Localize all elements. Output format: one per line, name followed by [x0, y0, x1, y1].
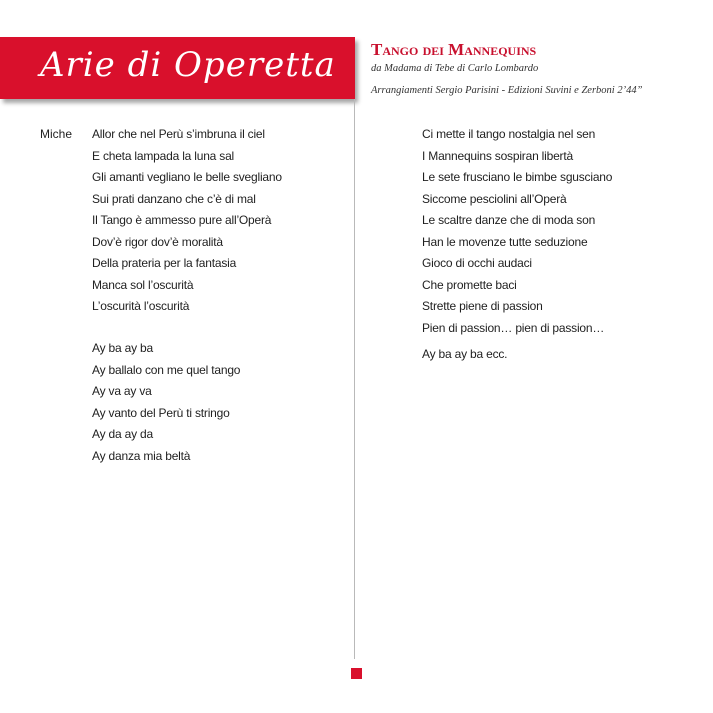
lyric-line: Ay da ay da — [92, 427, 153, 441]
lyric-line: Manca sol l’oscurità — [92, 277, 194, 292]
lyric-line: Le sete frusciano le bimbe sgusciano — [422, 170, 613, 184]
left-verse-1 — [92, 124, 282, 318]
song-source: da Madama di Tebe di Carlo Lombardo — [371, 63, 539, 74]
lyric-line: Allor che nel Perù s’imbruna il ciel — [92, 127, 265, 141]
right-verse-1 — [422, 124, 612, 339]
lyric-line: L’oscurità l’oscurità — [92, 299, 190, 313]
lyric-line: Ay ba ay ba — [92, 341, 153, 355]
banner-title: Arie di Operetta — [40, 45, 336, 85]
lyric-line: Le scaltre danze che di moda son — [422, 213, 596, 227]
lyric-line: Gli amanti vegliano le belle svegliano — [92, 170, 282, 184]
lyric-line: Pien di passion… pien di passion… — [422, 320, 605, 335]
left-verse-2 — [92, 338, 240, 467]
lyric-line: Ay danza mia beltà — [92, 448, 191, 463]
lyric-line: Dov’è rigor dov’è moralità — [92, 234, 223, 249]
song-title: Tango dei Mannequins — [371, 40, 537, 59]
header-banner — [0, 37, 355, 99]
lyric-line: Ay ba ay ba ecc. — [422, 347, 508, 361]
column-divider — [354, 99, 355, 659]
lyric-line: Gioco di occhi audaci — [422, 256, 532, 270]
song-credits: Arrangiamenti Sergio Parisini - Edizioni Suvini e Zerboni 2’44” — [371, 85, 643, 96]
right-verse-2 — [422, 344, 507, 366]
lyric-line: Ci mette il tango nostalgia nel sen — [422, 127, 596, 141]
page-marker-square — [351, 668, 362, 679]
lyric-line: Della prateria per la fantasia — [92, 256, 237, 270]
lyric-line: Han le movenze tutte seduzione — [422, 234, 588, 249]
singer-label: Miche — [40, 127, 73, 141]
lyric-line: Ay vanto del Perù ti stringo — [92, 405, 230, 420]
lyric-line: Ay ballalo con me quel tango — [92, 362, 241, 377]
lyric-line: Ay va ay va — [92, 384, 152, 398]
lyric-line: E cheta lampada la luna sal — [92, 148, 235, 163]
lyric-line: I Mannequins sospiran libertà — [422, 148, 573, 163]
lyric-line: Il Tango è ammesso pure all’Operà — [92, 213, 272, 227]
lyric-line: Sui prati danzano che c’è di mal — [92, 191, 256, 206]
lyric-line: Che promette baci — [422, 277, 517, 292]
lyric-line: Strette piene di passion — [422, 299, 543, 313]
lyric-line: Siccome pesciolini all’Operà — [422, 191, 567, 206]
